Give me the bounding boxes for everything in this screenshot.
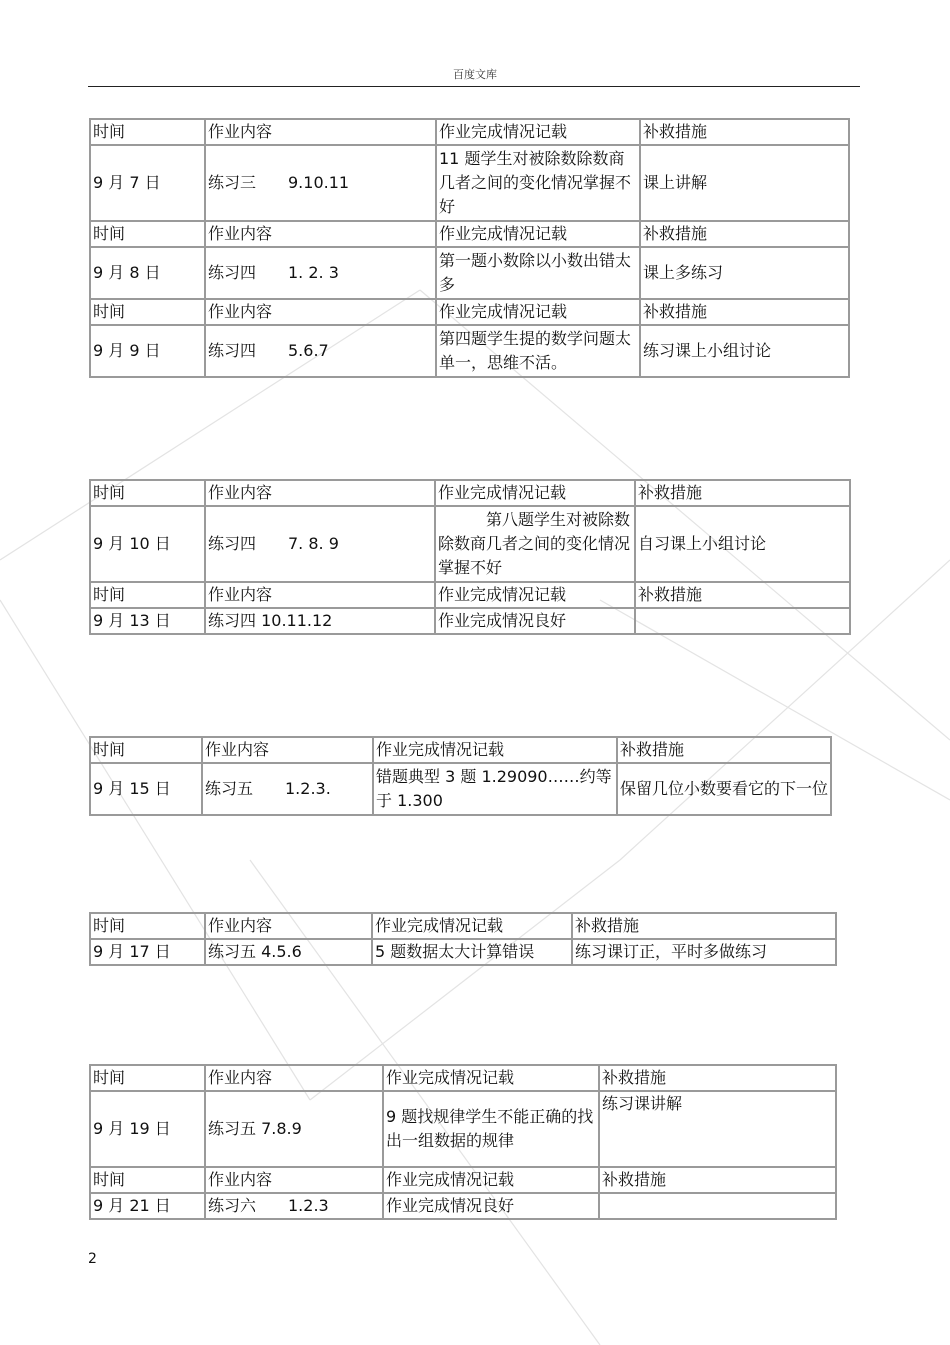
date-cell: 9 月 7 日 bbox=[90, 145, 205, 221]
header-cell-date: 时间 bbox=[90, 299, 205, 325]
header-cell-date: 时间 bbox=[90, 119, 205, 145]
table-row bbox=[90, 325, 849, 377]
date-cell: 9 月 8 日 bbox=[90, 247, 205, 299]
table-header-row bbox=[90, 299, 849, 325]
date-cell: 9 月 15 日 bbox=[90, 763, 202, 815]
remedy-cell: 课上讲解 bbox=[640, 145, 849, 221]
table-row bbox=[90, 1193, 836, 1219]
table-header-row bbox=[90, 1065, 836, 1091]
header-cell-content: 作业内容 bbox=[205, 582, 435, 608]
remedy-cell: 练习课讲解 bbox=[599, 1091, 836, 1167]
table-header-row bbox=[90, 913, 836, 939]
header-cell-remedy: 补救措施 bbox=[617, 737, 831, 763]
date-cell: 9 月 9 日 bbox=[90, 325, 205, 377]
header-cell-record: 作业完成情况记载 bbox=[436, 221, 640, 247]
table-row bbox=[90, 506, 850, 582]
header-cell-date: 时间 bbox=[90, 1065, 205, 1091]
page-number: 2 bbox=[88, 1251, 97, 1267]
table-row bbox=[90, 939, 836, 965]
header-cell-content: 作业内容 bbox=[205, 119, 436, 145]
date-cell: 9 月 10 日 bbox=[90, 506, 205, 582]
record-cell: 5 题数据太大计算错误 bbox=[372, 939, 572, 965]
header-cell-record: 作业完成情况记载 bbox=[435, 480, 635, 506]
homework-table-5 bbox=[89, 1064, 837, 1220]
header-cell-date: 时间 bbox=[90, 737, 202, 763]
header-cell-date: 时间 bbox=[90, 480, 205, 506]
record-cell: 11 题学生对被除数除数商几者之间的变化情况掌握不好 bbox=[436, 145, 640, 221]
record-cell: 第四题学生提的数学问题太单一，思维不活。 bbox=[436, 325, 640, 377]
remedy-cell: 练习课订正，平时多做练习 bbox=[572, 939, 836, 965]
content-cell: 练习四 5.6.7 bbox=[205, 325, 436, 377]
header-cell-record: 作业完成情况记载 bbox=[372, 913, 572, 939]
record-text: 第八题学生对被除数除数商几者之间的变化情况掌握不好 bbox=[438, 510, 631, 577]
header-cell-date: 时间 bbox=[90, 1167, 205, 1193]
homework-table-1 bbox=[89, 118, 850, 378]
remedy-cell bbox=[635, 608, 850, 634]
record-cell: 第一题小数除以小数出错太多 bbox=[436, 247, 640, 299]
header-cell-remedy: 补救措施 bbox=[572, 913, 836, 939]
header-cell-record: 作业完成情况记载 bbox=[436, 299, 640, 325]
content-cell: 练习四 7. 8. 9 bbox=[205, 506, 435, 582]
header-cell-remedy: 补救措施 bbox=[640, 119, 849, 145]
table-header-row bbox=[90, 480, 850, 506]
homework-table-2 bbox=[89, 479, 851, 635]
remedy-cell bbox=[599, 1193, 836, 1219]
table-row bbox=[90, 145, 849, 221]
header-cell-record: 作业完成情况记载 bbox=[373, 737, 617, 763]
date-cell: 9 月 21 日 bbox=[90, 1193, 205, 1219]
table-row bbox=[90, 763, 831, 815]
table-header-row bbox=[90, 737, 831, 763]
remedy-cell: 课上多练习 bbox=[640, 247, 849, 299]
record-cell bbox=[435, 506, 635, 582]
header-cell-remedy: 补救措施 bbox=[599, 1167, 836, 1193]
header-cell-record: 作业完成情况记载 bbox=[383, 1065, 599, 1091]
header-cell-content: 作业内容 bbox=[205, 221, 436, 247]
homework-table-3 bbox=[89, 736, 832, 816]
content-cell: 练习五 4.5.6 bbox=[205, 939, 372, 965]
table-header-row bbox=[90, 221, 849, 247]
header-cell-remedy: 补救措施 bbox=[640, 299, 849, 325]
remedy-cell: 练习课上小组讨论 bbox=[640, 325, 849, 377]
document-header: 百度文库 bbox=[453, 68, 497, 81]
table-header-row bbox=[90, 119, 849, 145]
date-cell: 9 月 17 日 bbox=[90, 939, 205, 965]
header-cell-content: 作业内容 bbox=[202, 737, 373, 763]
header-cell-record: 作业完成情况记载 bbox=[436, 119, 640, 145]
header-cell-remedy: 补救措施 bbox=[635, 582, 850, 608]
record-cell: 作业完成情况良好 bbox=[435, 608, 635, 634]
content-cell: 练习四 1. 2. 3 bbox=[205, 247, 436, 299]
content-cell: 练习五 1.2.3. bbox=[202, 763, 373, 815]
header-cell-content: 作业内容 bbox=[205, 480, 435, 506]
table-row bbox=[90, 608, 850, 634]
record-cell: 作业完成情况良好 bbox=[383, 1193, 599, 1219]
content-cell: 练习五 7.8.9 bbox=[205, 1091, 383, 1167]
table-row bbox=[90, 247, 849, 299]
header-cell-date: 时间 bbox=[90, 582, 205, 608]
content-cell: 练习六 1.2.3 bbox=[205, 1193, 383, 1219]
record-cell: 错题典型 3 题 1.29090……约等于 1.300 bbox=[373, 763, 617, 815]
content-cell: 练习三 9.10.11 bbox=[205, 145, 436, 221]
date-cell: 9 月 19 日 bbox=[90, 1091, 205, 1167]
header-cell-date: 时间 bbox=[90, 913, 205, 939]
header-cell-content: 作业内容 bbox=[205, 1065, 383, 1091]
header-cell-content: 作业内容 bbox=[205, 1167, 383, 1193]
record-cell: 9 题找规律学生不能正确的找出一组数据的规律 bbox=[383, 1091, 599, 1167]
remedy-cell: 保留几位小数要看它的下一位 bbox=[617, 763, 831, 815]
content-cell: 练习四 10.11.12 bbox=[205, 608, 435, 634]
header-cell-content: 作业内容 bbox=[205, 913, 372, 939]
remedy-cell: 自习课上小组讨论 bbox=[635, 506, 850, 582]
table-header-row bbox=[90, 1167, 836, 1193]
header-cell-record: 作业完成情况记载 bbox=[383, 1167, 599, 1193]
header-cell-record: 作业完成情况记载 bbox=[435, 582, 635, 608]
table-header-row bbox=[90, 582, 850, 608]
header-cell-remedy: 补救措施 bbox=[635, 480, 850, 506]
header-cell-content: 作业内容 bbox=[205, 299, 436, 325]
homework-table-4 bbox=[89, 912, 837, 966]
date-cell: 9 月 13 日 bbox=[90, 608, 205, 634]
table-row bbox=[90, 1091, 836, 1167]
header-cell-remedy: 补救措施 bbox=[640, 221, 849, 247]
header-cell-remedy: 补救措施 bbox=[599, 1065, 836, 1091]
header-rule bbox=[88, 86, 860, 87]
header-cell-date: 时间 bbox=[90, 221, 205, 247]
